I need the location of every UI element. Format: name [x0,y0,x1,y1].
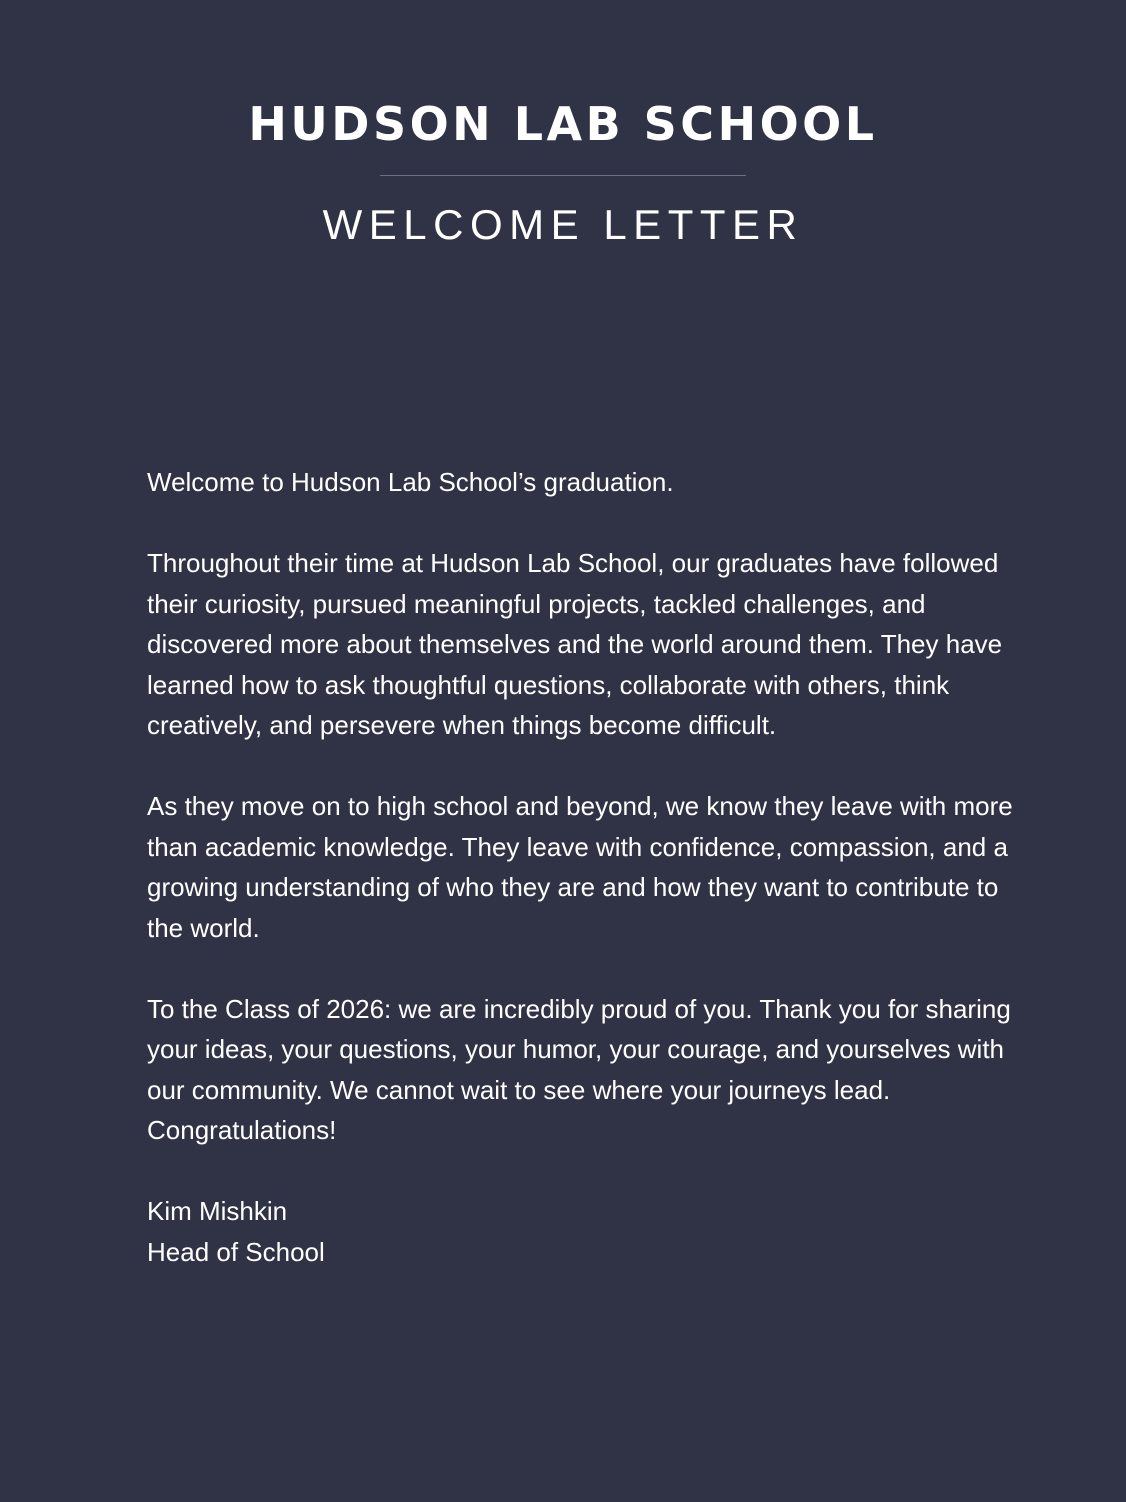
letter-paragraph-future: As they move on to high school and beyond, we know they leave with more than academic knowledge. They leave with confidence, compassion, and a growing understanding of who they are and how they want to contribute to the world. [147,791,1013,943]
letter-paragraph-congratulations: To the Class of 2026: we are incredibly proud of you. Thank you for sharing your ideas, your questions, your humor, your courage, and yourselves with our community. We cannot wait to see where your journeys lead. Congratulations! [147,993,1011,1145]
signature-name: Kim Mishkin [147,1196,288,1226]
signature-block [147,1191,1017,1272]
header-divider [380,175,746,176]
letter-body [147,462,1017,1272]
school-name: HUDSON LAB SCHOOL [248,97,878,151]
letter-title: WELCOME LETTER [322,201,804,248]
letter-paragraph-greeting: Welcome to Hudson Lab School’s graduation. [147,467,674,497]
letter-paragraph-graduates: Throughout their time at Hudson Lab School, our graduates have followed their curiosity, pursued meaningful projects, tackled challenges, and discovered more about themselves and the world around them. They have learned how to ask thoughtful questions, collaborate with others, think creatively, and persevere when things become difficult. [147,548,1003,740]
signature-role: Head of School [147,1236,325,1267]
